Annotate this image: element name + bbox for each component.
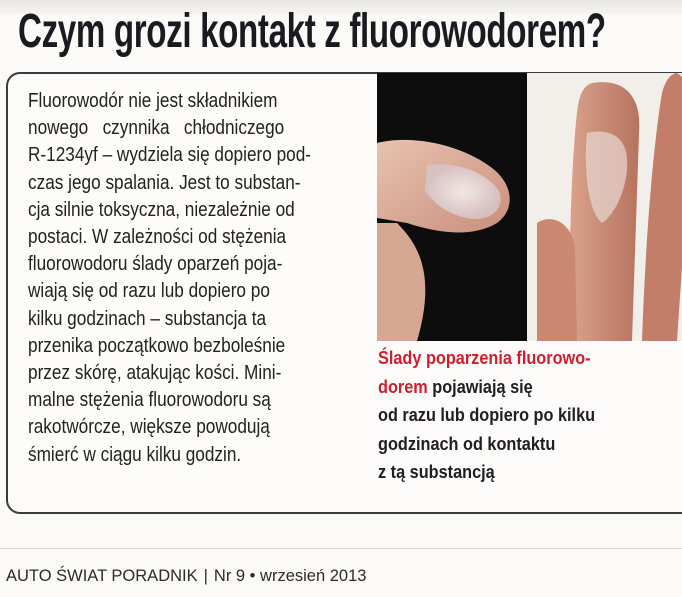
body-line: cja silnie toksyczna, niezależnie od: [28, 198, 295, 221]
body-line: śmierć w ciągu kilku godzin.: [28, 443, 242, 466]
body-line: czas jego spalania. Jest to substan-: [28, 171, 301, 194]
article-headline: Czym grozi kontakt z fluorowodorem?: [18, 5, 606, 58]
caption-line: [378, 373, 660, 402]
page-footer: [6, 567, 366, 586]
body-line: kilku godzinach – substancja ta: [28, 307, 267, 330]
footer-divider: [0, 548, 682, 549]
caption-black-fragment: pojawiają się: [427, 375, 533, 397]
footer-separator: |: [203, 567, 208, 585]
caption-line: z tą substancją: [378, 461, 495, 482]
caption-line: Ślady poparzenia fluorowo-: [378, 347, 591, 368]
body-line: postaci. W zależności od stężenia: [28, 226, 287, 249]
body-line: Fluorowodór nie jest składnikiem: [28, 90, 278, 112]
body-line: nowego czynnika chłodniczego: [28, 117, 285, 140]
magazine-name: AUTO ŚWIAT PORADNIK: [6, 567, 198, 585]
photo-caption: [378, 344, 682, 487]
body-line: rakotwórcze, większe powodują: [28, 416, 270, 439]
issue-info: Nr 9 • wrzesień 2013: [213, 567, 367, 585]
body-line: malne stężenia fluorowodoru są: [28, 389, 271, 412]
body-line: wiają się od razu lub dopiero po: [28, 280, 270, 303]
caption-line: godzinach od kontaktu: [378, 432, 556, 454]
body-line: przenika początkowo bezboleśnie: [28, 334, 286, 357]
body-line: R-1234yf – wydziela się dopiero pod-: [28, 144, 312, 167]
caption-red-fragment: dorem: [378, 375, 428, 397]
body-line: przez skórę, atakując kości. Mini-: [28, 362, 282, 385]
caption-line: od razu lub dopiero po kilku: [378, 404, 596, 425]
burned-fingers-photo: [377, 73, 682, 341]
body-line: fluorowodoru ślady oparzeń poja-: [28, 253, 283, 276]
article-body: [28, 88, 348, 469]
